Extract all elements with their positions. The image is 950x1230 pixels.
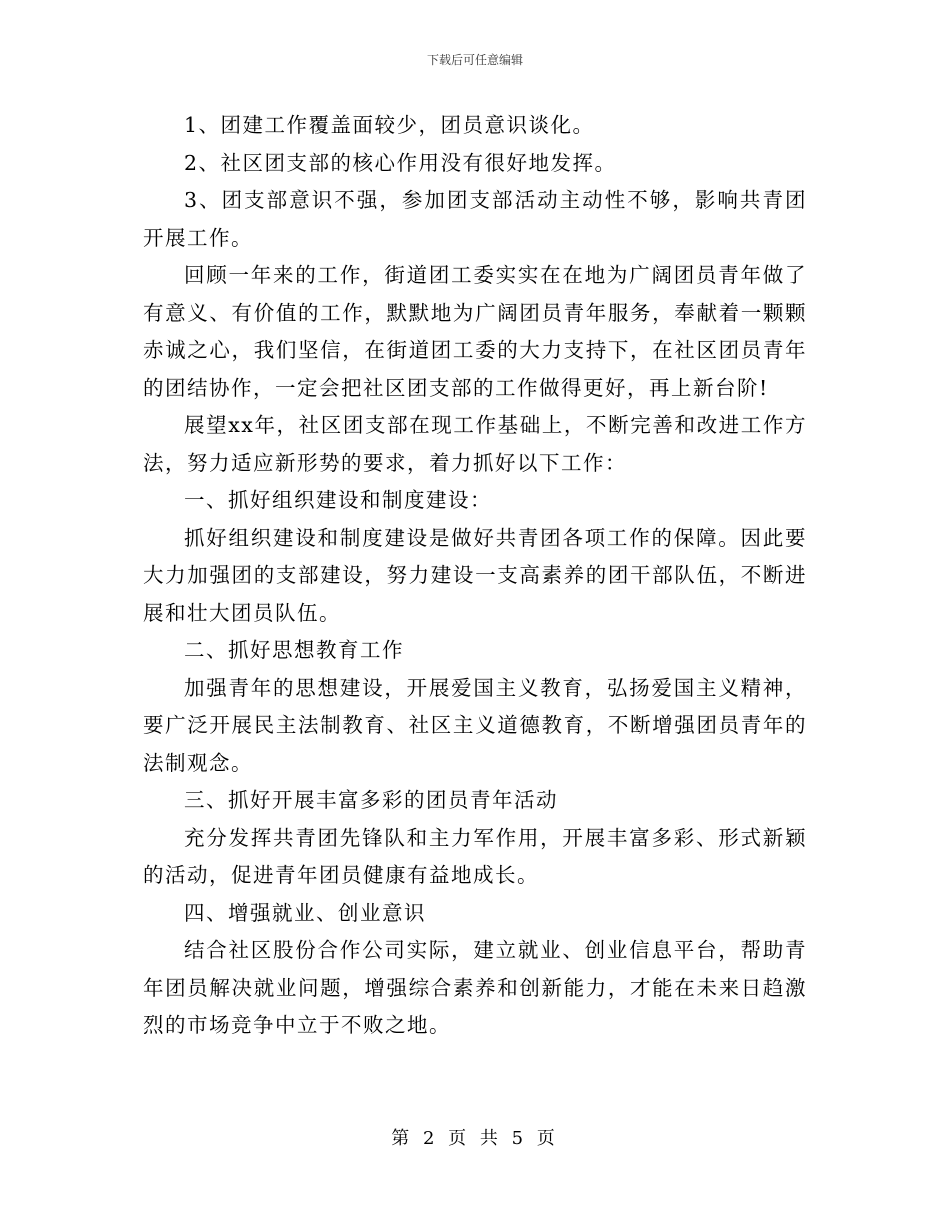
paragraph: 抓好组织建设和制度建设是做好共青团各项工作的保障。因此要大力加强团的支部建设，努力建设一支高素养的团干部队伍，不断进展和壮大团员队伍。 xyxy=(143,525,807,625)
paragraph: 1、团建工作覆盖面较少，团员意识谈化。 xyxy=(184,113,595,137)
section-heading: 三、抓好开展丰富多彩的团员青年活动 xyxy=(184,788,558,812)
section-heading: 一、抓好组织建设和制度建设： xyxy=(184,488,492,512)
paragraph: 结合社区股份合作公司实际，建立就业、创业信息平台，帮助青年团员解决就业问题，增强综合素养和创新能力，才能在未来日趋激烈的市场竞争中立于不败之地。 xyxy=(143,938,807,1037)
paragraph: 回顾一年来的工作，街道团工委实实在在地为广阔团员青年做了有意义、有价值的工作，默默地为广阔团员青年服务，奉献着一颗颗赤诚之心，我们坚信，在街道团工委的大力支持下，在社区团员青年的团结协作，一定会把社区团支部的工作做得更好，再上新台阶! xyxy=(143,263,807,400)
document-body xyxy=(143,107,807,1045)
section-heading: 二、抓好思想教育工作 xyxy=(184,638,404,662)
paragraph: 充分发挥共青团先锋队和主力军作用，开展丰富多彩、形式新颖的活动，促进青年团员健康有益地成长。 xyxy=(143,825,807,887)
page-header-note: 下载后可任意编辑 xyxy=(426,53,523,67)
paragraph: 展望xx年，社区团支部在现工作基础上，不断完善和改进工作方法，努力适应新形势的要求，着力抓好以下工作： xyxy=(143,413,807,475)
paragraph: 2、社区团支部的核心作用没有很好地发挥。 xyxy=(184,150,617,175)
paragraph: 加强青年的思想建设，开展爱国主义教育，弘扬爱国主义精神，要广泛开展民主法制教育、社区主义道德教育，不断增强团员青年的法制观念。 xyxy=(143,675,807,775)
section-heading: 四、增强就业、创业意识 xyxy=(184,900,426,925)
page-number: 第 2 页 共 5 页 xyxy=(391,1128,559,1149)
paragraph: 3、团支部意识不强，参加团支部活动主动性不够，影响共青团开展工作。 xyxy=(143,188,807,250)
